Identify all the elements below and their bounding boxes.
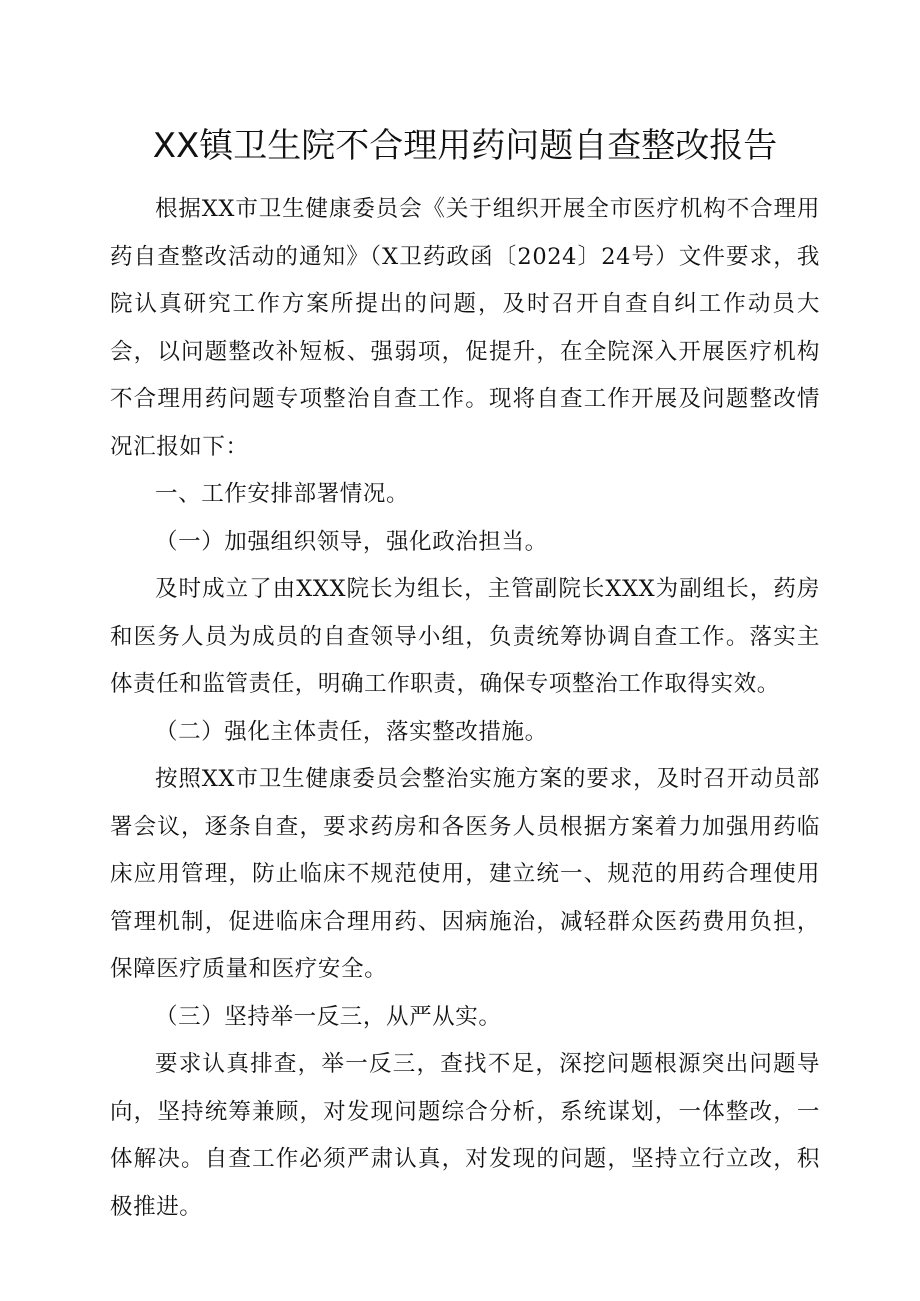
subsection-body-1: 及时成立了由XXX院长为组长，主管副院长XXX为副组长，药房和医务人员为成员的自查领导小组，负责统筹协调自查工作。落实主体责任和监管责任，明确工作职责，确保专项整治工作取得实效。 xyxy=(110,576,820,697)
subsection-body-2: 按照XX市卫生健康委员会整治实施方案的要求，及时召开动员部署会议，逐条自查，要求药房和各医务人员根据方案着力加强用药临床应用管理，防止临床不规范使用，建立统一、规范的用药合理使用管理机制，促进临床合理用药、因病施治，减轻群众医药费用负担，保障医疗质量和医疗安全。 xyxy=(110,766,820,982)
subsection-heading-3: （三）坚持举一反三，从严从实。 xyxy=(155,1003,502,1030)
subsection-heading-1: （一）加强组织领导，强化政治担当。 xyxy=(155,528,548,555)
section-heading-1: 一、工作安排部署情况。 xyxy=(155,481,410,507)
document-title: XX镇卫生院不合理用药问题自查整改报告 xyxy=(152,126,778,166)
subsection-body-3: 要求认真排查，举一反三，查找不足，深挖问题根源突出问题导向，坚持统筹兼顾，对发现问题综合分析，系统谋划，一体整改，一体解决。自查工作必须严肃认真，对发现的问题，坚持立行立改，积极推进。 xyxy=(110,1051,820,1220)
intro-paragraph: 根据XX市卫生健康委员会《关于组织开展全市医疗机构不合理用药自查整改活动的通知》（X卫药政函〔2024〕24号）文件要求，我院认真研究工作方案所提出的问题，及时召开自查自纠工作动员大会，以问题整改补短板、强弱项，促提升，在全院深入开展医疗机构不合理用药问题专项整治自查工作。现将自查工作开展及问题整改情况汇报如下： xyxy=(110,196,820,460)
subsection-heading-2: （二）强化主体责任，落实整改措施。 xyxy=(155,718,548,745)
